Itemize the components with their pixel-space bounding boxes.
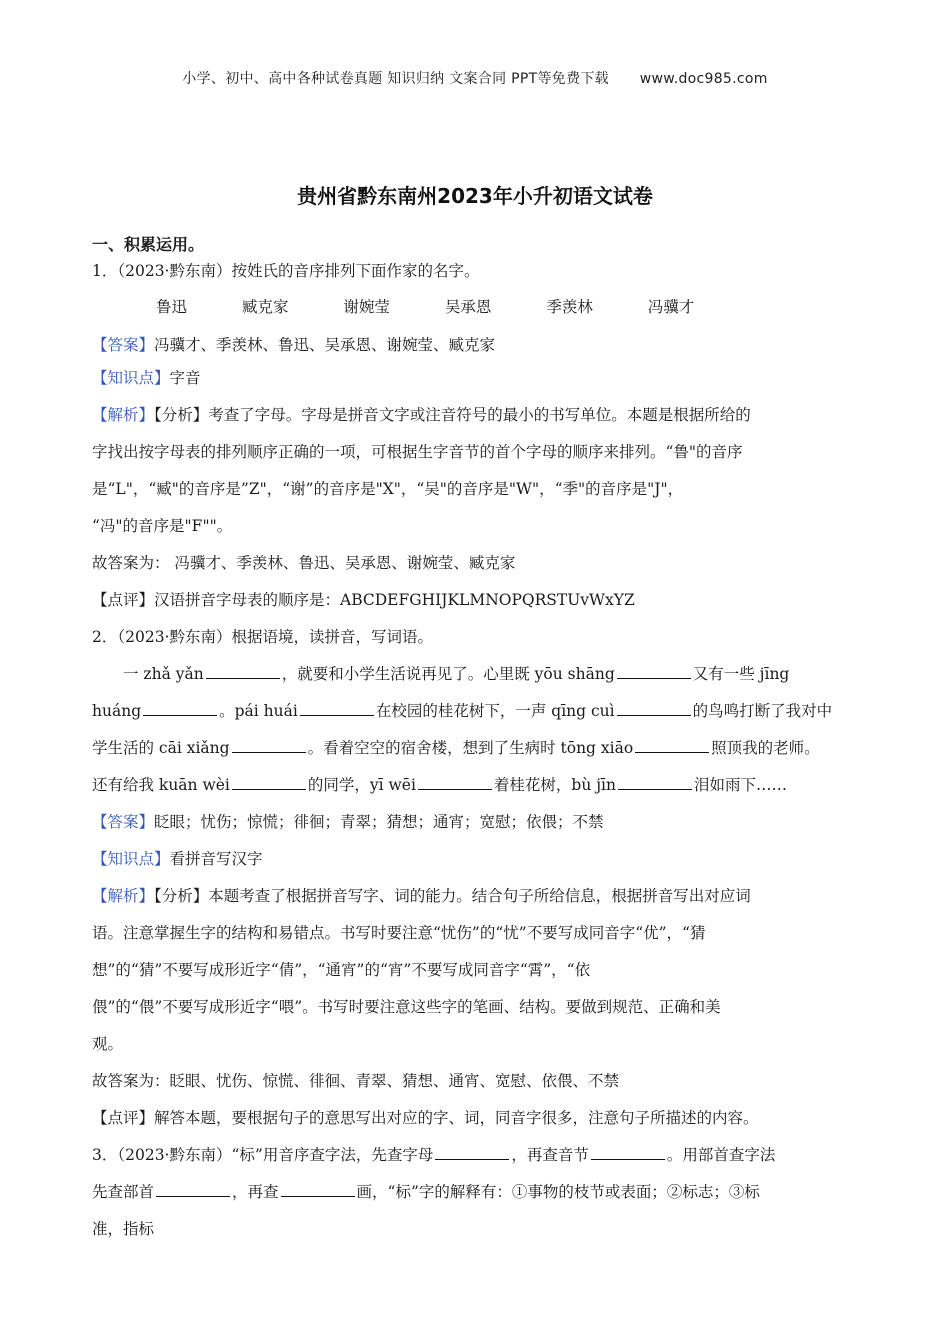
q1-knowledge: 【知识点】字音 xyxy=(92,369,201,387)
q1-name: 鲁迅 xyxy=(156,298,188,316)
answer-blank[interactable] xyxy=(232,737,306,753)
q1-stem: 1．（2023·黔东南）按姓氏的音序排列下面作家的名字。 xyxy=(92,262,480,280)
q2-passage-line: 学生活的 cāi xiǎng 。看着空空的宿舍楼，想到了生病时 tōng xiāo 照顶我的老师。 xyxy=(92,739,820,757)
answer-label: 【答案】 xyxy=(92,813,155,831)
q2-final-answer: 故答案为：眨眼、忧伤、惊慌、徘徊、青翠、猜想、通宵、宽慰、依偎、不禁 xyxy=(92,1072,620,1090)
q1-name: 吴承恩 xyxy=(444,298,492,316)
answer-blank[interactable] xyxy=(435,1144,509,1160)
header-text: 小学、初中、高中各种试卷真题 知识归纳 文案合同 PPT等免费下载 xyxy=(182,71,609,87)
knowledge-label: 【知识点】 xyxy=(92,850,170,868)
answer-blank[interactable] xyxy=(418,774,492,790)
q2-analysis-line: 语。注意掌握生字的结构和易错点。书写时要注意“忧伤”的“忧”不要写成同音字“优”，“猜 xyxy=(92,924,706,942)
q1-names xyxy=(92,284,852,330)
q1-analysis-line: “冯"的音序是"F""。 xyxy=(92,517,233,535)
q2-comment: 【点评】解答本题，要根据句子的意思写出对应的字、词，同音字很多，注意句子所描述的内容。 xyxy=(92,1109,759,1127)
answer-blank[interactable] xyxy=(143,700,217,716)
answer-blank[interactable] xyxy=(617,700,691,716)
answer-blank[interactable] xyxy=(300,700,374,716)
q3-line: 先查部首 ，再查 画，“标”字的解释有：①事物的枝节或表面；②标志；③标 xyxy=(92,1183,760,1201)
q3-line: 准，指标 xyxy=(92,1220,155,1238)
answer-blank[interactable] xyxy=(618,774,692,790)
q1-analysis-line: 是“L"，“臧"的音序是”Z"，“谢”的音序是"X"，“吴"的音序是"W"，“季"的音序是"J"， xyxy=(92,480,684,498)
q2-stem: 2．（2023·黔东南）根据语境，读拼音，写词语。 xyxy=(92,628,433,646)
q2-passage-line: 一 zhǎ yǎn ，就要和小学生活说再见了。心里既 yōu shāng 又有一些 jīng xyxy=(123,665,790,683)
section-heading: 一、积累运用。 xyxy=(92,235,205,254)
q2-passage-line: 还有给我 kuān wèi 的同学，yī wēi 着桂花树，bù jīn 泪如雨下…… xyxy=(92,776,787,794)
answer-blank[interactable] xyxy=(281,1181,355,1197)
q1-comment: 【点评】汉语拼音字母表的顺序是：ABCDEFGHIJKLMNOPQRSTUvWxYZ xyxy=(92,591,635,609)
q2-knowledge: 【知识点】看拼音写汉字 xyxy=(92,850,263,868)
q1-name: 谢婉莹 xyxy=(343,298,390,316)
page-header xyxy=(0,68,950,88)
q2-analysis: 【解析】【分析】本题考查了根据拼音写字、词的能力。结合句子所给信息，根据拼音写出对应词 xyxy=(92,887,751,905)
q1-name: 冯骥才 xyxy=(647,298,695,316)
q3-line: 3．（2023·黔东南）“标”用音序查字法，先查字母 ，再查音节 。用部首查字法 xyxy=(92,1146,776,1164)
q1-final-answer: 故答案为： 冯骥才、季羡林、鲁迅、吴承恩、谢婉莹、臧克家 xyxy=(92,554,516,572)
document-body xyxy=(92,232,852,1248)
analysis-label: 【解析】 xyxy=(92,887,155,905)
header-url[interactable]: www.doc985.com xyxy=(639,71,768,87)
q1-name: 臧克家 xyxy=(241,298,289,316)
analysis-label: 【解析】 xyxy=(92,406,155,424)
q2-passage-line: huáng 。pái huái 在校园的桂花树下，一声 qīng cuì 的鸟鸣打断了我对中 xyxy=(92,702,833,720)
answer-blank[interactable] xyxy=(232,774,306,790)
q2-analysis-line: 观。 xyxy=(92,1035,124,1053)
answer-blank[interactable] xyxy=(156,1181,230,1197)
answer-label: 【答案】 xyxy=(92,336,155,354)
q1-answer: 【答案】冯骥才、季羡林、鲁迅、吴承恩、谢婉莹、臧克家 xyxy=(92,336,496,354)
q1-analysis: 【解析】【分析】考查了字母。字母是拼音文字或注音符号的最小的书写单位。本题是根据所给的 xyxy=(92,406,751,424)
knowledge-label: 【知识点】 xyxy=(92,369,170,387)
q2-analysis-line: 想”的“猜”不要写成形近字“倩”，“通宵”的“宵”不要写成同音字“霄”，“依 xyxy=(92,961,591,979)
page-title: 贵州省黔东南州2023年小升初语文试卷 xyxy=(297,184,653,208)
answer-blank[interactable] xyxy=(617,663,691,679)
q1-name: 季羡林 xyxy=(546,298,593,316)
q2-analysis-line: 偎”的“偎”不要写成形近字“喂”。书写时要注意这些字的笔画、结构。要做到规范、正确和美 xyxy=(92,998,721,1016)
answer-blank[interactable] xyxy=(635,737,709,753)
answer-blank[interactable] xyxy=(206,663,280,679)
answer-blank[interactable] xyxy=(591,1144,665,1160)
q2-answer: 【答案】眨眼；忧伤；惊慌；徘徊；青翠；猜想；通宵；宽慰；依偎；不禁 xyxy=(92,813,604,831)
q1-analysis-line: 字找出按字母表的排列顺序正确的一项，可根据生字音节的首个字母的顺序来排列。“鲁"的音序 xyxy=(92,443,743,461)
